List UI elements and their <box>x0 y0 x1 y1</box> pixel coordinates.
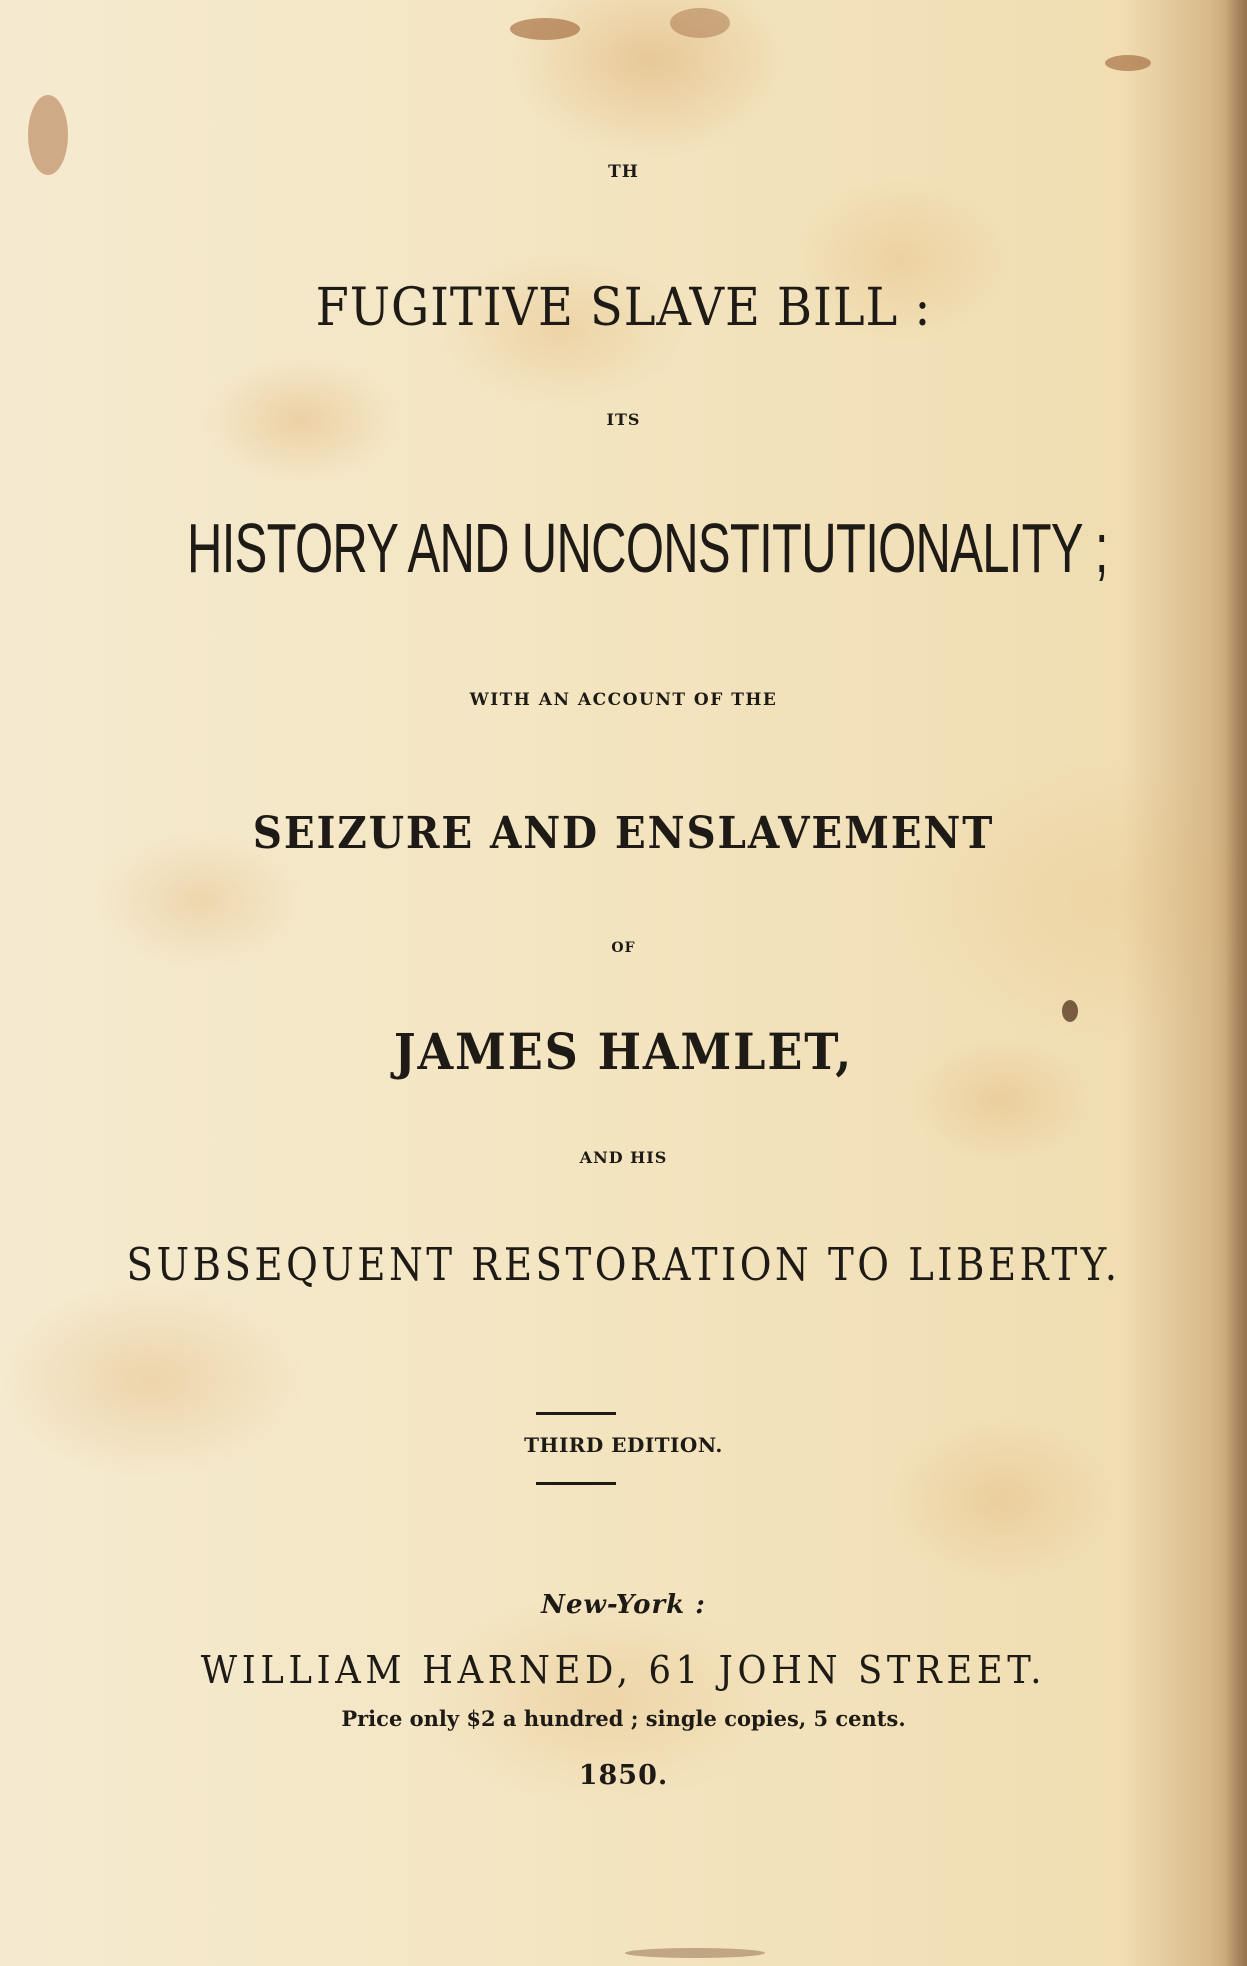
imprint-publisher: WILLIAM HARNED, 61 JOHN STREET. <box>200 1648 1047 1692</box>
stain-top-right <box>1105 55 1151 71</box>
seizure-line: SEIZURE AND ENSLAVEMENT <box>252 808 995 859</box>
imprint-price: Price only $2 a hundred ; single copies, 5 cents. <box>341 1706 906 1731</box>
subtitle: HISTORY AND UNCONSTITUTIONALITY ; <box>187 509 1108 587</box>
connector-and: AND HIS <box>579 1148 668 1167</box>
account-line: WITH AN ACCOUNT OF THE <box>469 690 778 710</box>
imprint-city: New-York : <box>541 1590 706 1620</box>
title-article: TH <box>608 162 639 182</box>
edition-rule-bottom <box>536 1482 616 1485</box>
restoration-line: SUBSEQUENT RESTORATION TO LIBERTY. <box>126 1238 1121 1291</box>
stain-top-center <box>510 18 580 40</box>
page-edge <box>1225 0 1247 1966</box>
stain-right-dot <box>1062 1000 1078 1022</box>
edition-rule-top <box>536 1412 616 1415</box>
stain-bottom <box>625 1948 765 1958</box>
main-title: FUGITIVE SLAVE BILL : <box>315 278 932 338</box>
connector-its: ITS <box>606 410 641 429</box>
edition-label: THIRD EDITION. <box>524 1433 723 1457</box>
connector-of: OF <box>611 940 636 956</box>
person-name: JAMES HAMLET, <box>393 1022 854 1081</box>
stain-top-center-2 <box>670 8 730 38</box>
imprint-year: 1850. <box>578 1760 669 1791</box>
